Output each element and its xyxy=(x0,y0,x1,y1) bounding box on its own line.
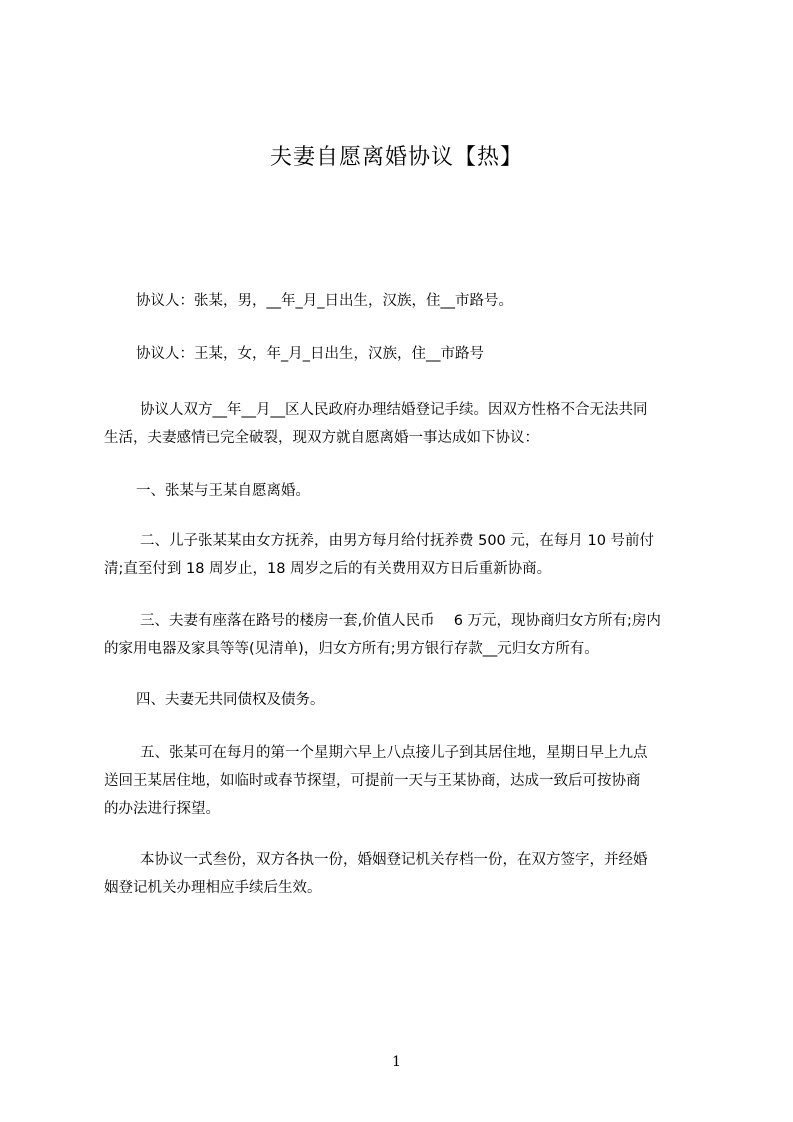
paragraph-preamble xyxy=(104,396,704,452)
paragraph-line: 送回王某居住地，如临时或春节探望，可提前一天与王某协商，达成一致后可按协商 xyxy=(104,773,641,789)
paragraph-line: 的办法进行探望。 xyxy=(104,801,220,817)
paragraph-line: 三、夫妻有座落在路号的楼房一套,价值人民币 6 万元，现协商归女方所有;房内 xyxy=(140,613,661,629)
clause-4 xyxy=(104,686,704,714)
paragraph-line: 二、儿子张某某由女方抚养，由男方每月给付抚养费 500 元，在每月 10 号前付 xyxy=(140,533,655,549)
paragraph-line: 的家用电器及家具等等(见清单)，归女方所有;男方银行存款__元归女方所有。 xyxy=(104,641,599,657)
paragraph-line: 协议人双方__年__月__区人民政府办理结婚登记手续。因双方性格不合无法共同 xyxy=(140,402,648,418)
paragraph-line: 一、张某与王某自愿离婚。 xyxy=(136,483,310,499)
paragraph-line: 本协议一式叁份，双方各执一份，婚姻登记机关存档一份，在双方签字，并经婚 xyxy=(140,852,648,868)
document-title: 夫妻自愿离婚协议【热】 xyxy=(269,145,523,170)
clause-1 xyxy=(104,477,704,505)
clause-3 xyxy=(104,607,704,663)
paragraph-line: 生活，夫妻感情已完全破裂，现双方就自愿离婚一事达成如下协议： xyxy=(104,430,539,446)
paragraph-line: 协议人：张某，男，__年_月_日出生，汉族，住__市路号。 xyxy=(136,293,513,309)
paragraph-line: 五、张某可在每月的第一个星期六早上八点接儿子到其居住地，星期日早上九点 xyxy=(140,745,648,761)
clause-2 xyxy=(104,527,704,583)
paragraph-line: 姻登记机关办理相应手续后生效。 xyxy=(104,880,322,896)
clause-5 xyxy=(104,739,704,823)
paragraph-party-2 xyxy=(104,340,704,368)
page-number: 1 xyxy=(392,1054,401,1070)
paragraph-line: 清;直至付到 18 周岁止，18 周岁之后的有关费用双方日后重新协商。 xyxy=(104,561,552,577)
paragraph-party-1 xyxy=(104,287,704,315)
paragraph-line: 四、夫妻无共同债权及债务。 xyxy=(136,692,325,708)
paragraph-line: 协议人：王某，女，年_月_日出生，汉族，住__市路号 xyxy=(136,346,484,362)
closing-clause xyxy=(104,846,704,902)
